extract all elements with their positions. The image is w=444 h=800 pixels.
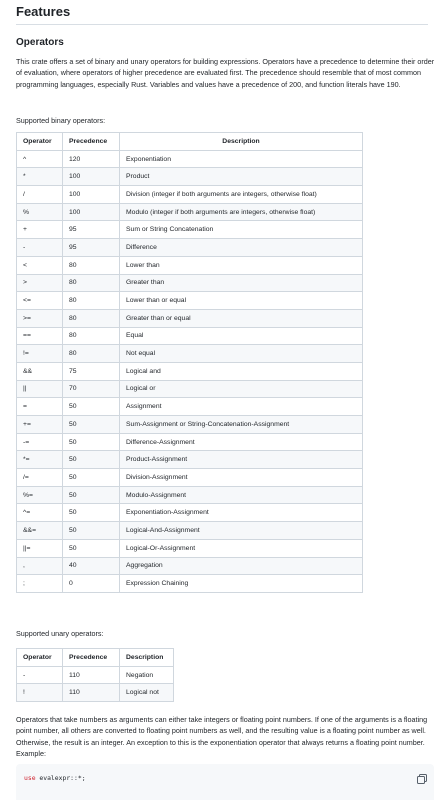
features-heading: Features [16,4,428,25]
precedence-cell: 80 [63,274,120,292]
operators-heading: Operators [16,37,64,48]
operator-cell: || [17,380,63,398]
table-row [17,221,363,239]
table-row [17,575,363,593]
operator-cell: *= [17,451,63,469]
precedence-cell: 0 [63,575,120,593]
table-row [17,486,363,504]
operator-cell: /= [17,469,63,487]
table-row [17,433,363,451]
description-cell: Modulo-Assignment [120,486,363,504]
description-cell: Logical-And-Assignment [120,522,363,540]
operator-cell: == [17,327,63,345]
precedence-cell: 80 [63,345,120,363]
column-header-operator: Operator [17,649,63,667]
table-header-row [17,133,363,151]
numbers-paragraph: Operators that take numbers as arguments can either take integers or floating point numbers. If one of the arguments is a floating point number, all others are converted to floating point numbers as well, and the resulting value is a floating point number as well. Otherwise, the result is an integer. An exception to this is the exponentiation operator that always returns a floating point number. Example: [16,715,428,759]
precedence-cell: 50 [63,539,120,557]
table-row [17,150,363,168]
description-cell: Lower than [120,256,363,274]
description-cell: Not equal [120,345,363,363]
table-row [17,380,363,398]
description-cell: Aggregation [120,557,363,575]
description-cell: Division (integer if both arguments are integers, otherwise float) [120,186,363,204]
description-cell: Negation [120,666,174,684]
column-header-precedence: Precedence [63,649,120,667]
table-row [17,522,363,540]
precedence-cell: 50 [63,398,120,416]
precedence-cell: 80 [63,292,120,310]
operator-cell: &&= [17,522,63,540]
table-row [17,186,363,204]
table-row [17,345,363,363]
precedence-cell: 50 [63,451,120,469]
table-row [17,451,363,469]
precedence-cell: 95 [63,239,120,257]
table-row [17,239,363,257]
description-cell: Greater than [120,274,363,292]
description-cell: Difference [120,239,363,257]
precedence-cell: 80 [63,309,120,327]
precedence-cell: 100 [63,203,120,221]
code-block [16,764,434,800]
operator-cell: != [17,345,63,363]
precedence-cell: 100 [63,168,120,186]
table-row [17,309,363,327]
description-cell: Exponentiation-Assignment [120,504,363,522]
operator-cell: * [17,168,63,186]
precedence-cell: 75 [63,362,120,380]
description-cell: Logical and [120,362,363,380]
binary-operators-table [16,132,363,593]
operator-cell: - [17,666,63,684]
precedence-cell: 110 [63,684,120,702]
table-row [17,168,363,186]
table-row [17,469,363,487]
column-header-description: Description [120,649,174,667]
code-line [24,774,86,782]
precedence-cell: 110 [63,666,120,684]
table-row [17,557,363,575]
table-row [17,256,363,274]
column-header-precedence: Precedence [63,133,120,151]
operator-cell: <= [17,292,63,310]
description-cell: Logical not [120,684,174,702]
table-row [17,362,363,380]
unary-operators-table [16,648,174,702]
description-cell: Modulo (integer if both arguments are integers, otherwise float) [120,203,363,221]
precedence-cell: 50 [63,504,120,522]
unary-table-body [17,666,174,701]
operator-cell: ; [17,575,63,593]
table-row [17,398,363,416]
operator-cell: += [17,416,63,434]
table-row [17,684,174,702]
table-row [17,539,363,557]
operator-cell: ^= [17,504,63,522]
description-cell: Exponentiation [120,150,363,168]
table-row [17,203,363,221]
code-text: evalexpr::*; [35,774,86,782]
precedence-cell: 80 [63,327,120,345]
operator-cell: = [17,398,63,416]
description-cell: Product [120,168,363,186]
description-cell: Sum or String Concatenation [120,221,363,239]
column-header-description: Description [120,133,363,151]
operator-cell: + [17,221,63,239]
description-cell: Greater than or equal [120,309,363,327]
binary-table-body [17,150,363,592]
table-row [17,274,363,292]
operator-cell: ||= [17,539,63,557]
precedence-cell: 80 [63,256,120,274]
table-row [17,327,363,345]
precedence-cell: 50 [63,433,120,451]
operator-cell: > [17,274,63,292]
description-cell: Logical or [120,380,363,398]
description-cell: Expression Chaining [120,575,363,593]
operator-cell: < [17,256,63,274]
operator-cell: , [17,557,63,575]
precedence-cell: 50 [63,416,120,434]
operator-cell: ^ [17,150,63,168]
operator-cell: / [17,186,63,204]
precedence-cell: 70 [63,380,120,398]
intro-paragraph: This crate offers a set of binary and unary operators for building expressions. Operators have a precedence to determine their order of evaluation, where operators of higher precedence are evaluated first. The precedence should resemble that of most common programming languages, especially Rust. Variables and values have a precedence of 200, and function literals have 190. [16,57,435,89]
description-cell: Equal [120,327,363,345]
description-cell: Logical-Or-Assignment [120,539,363,557]
operator-cell: ! [17,684,63,702]
binary-operators-caption: Supported binary operators: [16,116,106,125]
description-cell: Sum-Assignment or String-Concatenation-Assignment [120,416,363,434]
operator-cell: %= [17,486,63,504]
operator-cell: >= [17,309,63,327]
table-row [17,666,174,684]
description-cell: Lower than or equal [120,292,363,310]
column-header-operator: Operator [17,133,63,151]
precedence-cell: 50 [63,522,120,540]
precedence-cell: 50 [63,469,120,487]
description-cell: Difference-Assignment [120,433,363,451]
description-cell: Assignment [120,398,363,416]
description-cell: Division-Assignment [120,469,363,487]
unary-operators-caption: Supported unary operators: [16,629,104,638]
operator-cell: % [17,203,63,221]
table-row [17,416,363,434]
operator-cell: -= [17,433,63,451]
copy-icon[interactable] [416,772,428,784]
code-keyword: use [24,774,36,782]
precedence-cell: 100 [63,186,120,204]
precedence-cell: 50 [63,486,120,504]
description-cell: Product-Assignment [120,451,363,469]
table-header-row [17,649,174,667]
table-row [17,504,363,522]
table-row [17,292,363,310]
precedence-cell: 120 [63,150,120,168]
operator-cell: - [17,239,63,257]
precedence-cell: 40 [63,557,120,575]
operator-cell: && [17,362,63,380]
precedence-cell: 95 [63,221,120,239]
